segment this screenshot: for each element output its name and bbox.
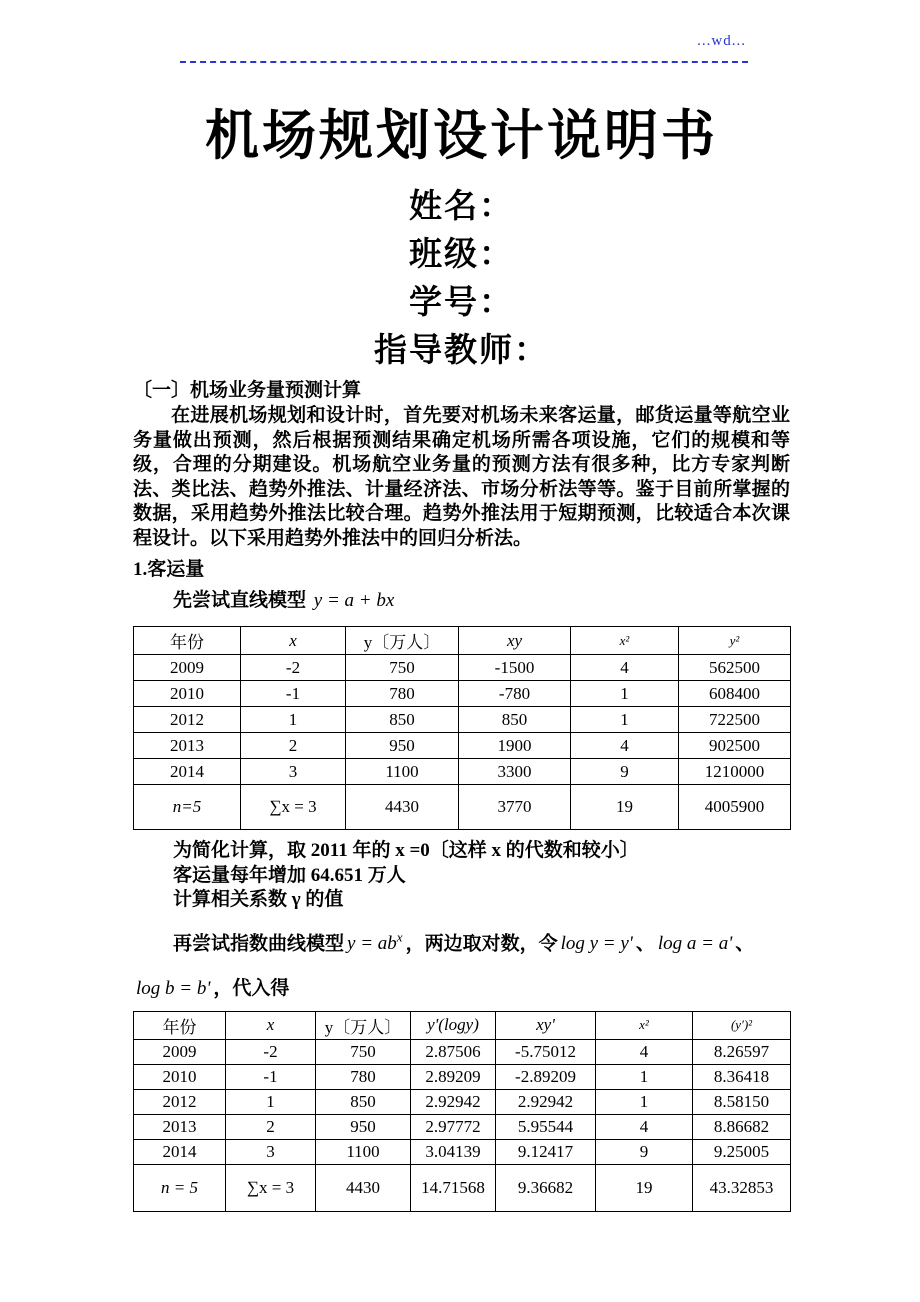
table-cell: 4: [596, 1114, 693, 1139]
table-cell: 750: [346, 655, 459, 681]
table-cell: 1100: [316, 1139, 411, 1164]
header-cell-y-squared: y²: [679, 627, 791, 655]
table-cell: -2.89209: [496, 1064, 596, 1089]
table-row: [134, 1064, 791, 1089]
table-cell: 8.86682: [693, 1114, 791, 1139]
table-cell: 850: [346, 707, 459, 733]
table-cell: 2.92942: [496, 1089, 596, 1114]
class-label: 班级：: [409, 237, 514, 273]
exp-model-line2: [133, 975, 790, 1002]
header-cell-x-squared: x²: [596, 1011, 693, 1039]
table-cell: 950: [346, 733, 459, 759]
table-cell: 4: [596, 1039, 693, 1064]
table-cell: 562500: [679, 655, 791, 681]
table-row: [134, 1039, 791, 1064]
table-cell: 608400: [679, 681, 791, 707]
header-cell-y: y〔万人〕: [346, 627, 459, 655]
separator-1: 、: [635, 932, 655, 954]
header-cell-x: x: [241, 627, 346, 655]
table-cell: 1: [241, 707, 346, 733]
notes-block: [133, 839, 790, 913]
table-cell: 19: [596, 1164, 693, 1211]
table-cell: 2012: [134, 1089, 226, 1114]
table-cell: 1900: [459, 733, 571, 759]
table-row: [134, 681, 791, 707]
table-cell: 780: [346, 681, 459, 707]
table-cell: 4: [571, 655, 679, 681]
table-cell: 1: [571, 681, 679, 707]
table-cell: 9.12417: [496, 1139, 596, 1164]
header-cell-y: y〔万人〕: [316, 1011, 411, 1039]
table-header-row: [134, 1011, 791, 1039]
subsection-heading: 1.客运量: [133, 559, 205, 580]
advisor-label: 指导教师：: [374, 333, 549, 369]
table-cell: 2010: [134, 681, 241, 707]
table-cell: 1100: [346, 759, 459, 785]
table-row: [134, 655, 791, 681]
exp-formula-exponent: x: [396, 929, 403, 945]
student-id-label: 学号：: [409, 285, 514, 321]
table-cell: 3: [241, 759, 346, 785]
table-cell: 2012: [134, 707, 241, 733]
table-cell: 2009: [134, 1039, 226, 1064]
table-cell: 2.89209: [411, 1064, 496, 1089]
table-cell: 14.71568: [411, 1164, 496, 1211]
info-block: [133, 183, 790, 375]
exp-model-line2-rest: ，代入得: [213, 977, 290, 999]
table-cell: 2.97772: [411, 1114, 496, 1139]
header-cell-xy-prime: xy': [496, 1011, 596, 1039]
table-row: [134, 1089, 791, 1114]
exponential-model-table: [133, 1011, 791, 1212]
table-row: [134, 707, 791, 733]
table-cell: -1500: [459, 655, 571, 681]
table-cell: 3.04139: [411, 1139, 496, 1164]
table-cell: 5.95544: [496, 1114, 596, 1139]
table-cell-n: n=5: [134, 785, 241, 830]
linear-model-formula: y = a + bx: [313, 590, 395, 611]
table-cell: 2010: [134, 1064, 226, 1089]
table-cell: 3770: [459, 785, 571, 830]
exp-model-line: [133, 924, 790, 957]
table-cell: 4: [571, 733, 679, 759]
table-cell: 4430: [316, 1164, 411, 1211]
document-title: 机场规划设计说明书: [205, 106, 718, 166]
table-cell: 1: [596, 1064, 693, 1089]
header-cell-x-squared: x²: [571, 627, 679, 655]
table-summary-row: [134, 1164, 791, 1211]
table-cell: -1: [241, 681, 346, 707]
table-cell: 1: [596, 1089, 693, 1114]
table-cell: 2.87506: [411, 1039, 496, 1064]
table-cell: 950: [316, 1114, 411, 1139]
table-cell: -2: [241, 655, 346, 681]
table-cell: 2013: [134, 1114, 226, 1139]
separator-2: 、: [735, 932, 755, 954]
table-cell: 2009: [134, 655, 241, 681]
table-cell: 4005900: [679, 785, 791, 830]
table-cell: 2014: [134, 1139, 226, 1164]
header-cell-xy: xy: [459, 627, 571, 655]
table-cell: -1: [226, 1064, 316, 1089]
table-cell-sigma: ∑x = 3: [241, 785, 346, 830]
table-cell: 2.92942: [411, 1089, 496, 1114]
table-cell: 1: [571, 707, 679, 733]
linear-model-table: [133, 626, 791, 830]
table-row: [134, 1114, 791, 1139]
header-cell-x: x: [226, 1011, 316, 1039]
header-cell-year: 年份: [134, 627, 241, 655]
watermark-text: ...wd...: [697, 33, 746, 49]
table-cell: 2013: [134, 733, 241, 759]
dashed-divider: [180, 61, 748, 63]
table-cell-sigma: ∑x = 3: [226, 1164, 316, 1211]
table-cell: -780: [459, 681, 571, 707]
table-cell: 722500: [679, 707, 791, 733]
log-a-formula: log a = a': [657, 932, 733, 954]
exp-model-after-text: ，两边取对数，令: [405, 932, 558, 954]
header-cell-year: 年份: [134, 1011, 226, 1039]
table-cell: 9: [571, 759, 679, 785]
note-simplify: 为简化计算，取 2011 年的 x =0〔这样 x 的代数和较小〕: [173, 840, 639, 861]
body-paragraph: 在进展机场规划和设计时，首先要对机场未来客运量，邮货运量等航空业务量做出预测，然后根据预测结果确定机场所需各项设施，它们的规模和等级，合理的分期建设。机场航空业务量的预测方法有很多种，比方专家判断法、类比法、趋势外推法、计量经济法、市场分析法等等。鉴于目前所掌握的数据，采用趋势外推法比较合理。趋势外推法用于短期预测，比较适合本次课程设计。以下采用趋势外推法中的回归分析法。: [133, 405, 790, 549]
header-cell-y-prime-squared: (y')²: [693, 1011, 791, 1039]
log-y-formula: log y = y': [560, 932, 633, 954]
note-correlation: 计算相关系数 γ 的值: [173, 889, 344, 910]
table-cell: 2014: [134, 759, 241, 785]
table-row: [134, 1139, 791, 1164]
table-cell: 9: [596, 1139, 693, 1164]
table-cell: 3: [226, 1139, 316, 1164]
table-cell: 2: [241, 733, 346, 759]
table-cell: 1: [226, 1089, 316, 1114]
name-label: 姓名：: [409, 189, 514, 225]
table-cell: 902500: [679, 733, 791, 759]
table-row: [134, 733, 791, 759]
header-cell-logy: y'(logy): [411, 1011, 496, 1039]
table-cell: 850: [459, 707, 571, 733]
table-cell: 2: [226, 1114, 316, 1139]
table-cell: 850: [316, 1089, 411, 1114]
table-row: [134, 759, 791, 785]
linear-model-line: [133, 587, 790, 614]
note-growth: 客运量每年增加 64.651 万人: [173, 864, 406, 886]
table-cell-n: n = 5: [134, 1164, 226, 1211]
table-cell: 3300: [459, 759, 571, 785]
table-cell: 750: [316, 1039, 411, 1064]
linear-model-intro: 先尝试直线模型: [173, 590, 307, 611]
exp-model-intro: 再尝试指数曲线模型: [173, 932, 345, 954]
section-heading: 〔一〕机场业务量预测计算: [133, 380, 362, 401]
exp-model-formula: [344, 929, 406, 954]
table-header-row: [134, 627, 791, 655]
table-cell: 1210000: [679, 759, 791, 785]
table-cell: 8.36418: [693, 1064, 791, 1089]
table-summary-row: [134, 785, 791, 830]
table-cell: 4430: [346, 785, 459, 830]
table-cell: 9.25005: [693, 1139, 791, 1164]
table-cell: 8.26597: [693, 1039, 791, 1064]
table-cell: 19: [571, 785, 679, 830]
table-cell: 9.36682: [496, 1164, 596, 1211]
table-cell: -2: [226, 1039, 316, 1064]
table-cell: 780: [316, 1064, 411, 1089]
table-cell: -5.75012: [496, 1039, 596, 1064]
table-cell: 43.32853: [693, 1164, 791, 1211]
exp-formula-base: y = ab: [347, 932, 397, 954]
table-cell: 8.58150: [693, 1089, 791, 1114]
log-b-formula: log b = b': [136, 977, 211, 999]
